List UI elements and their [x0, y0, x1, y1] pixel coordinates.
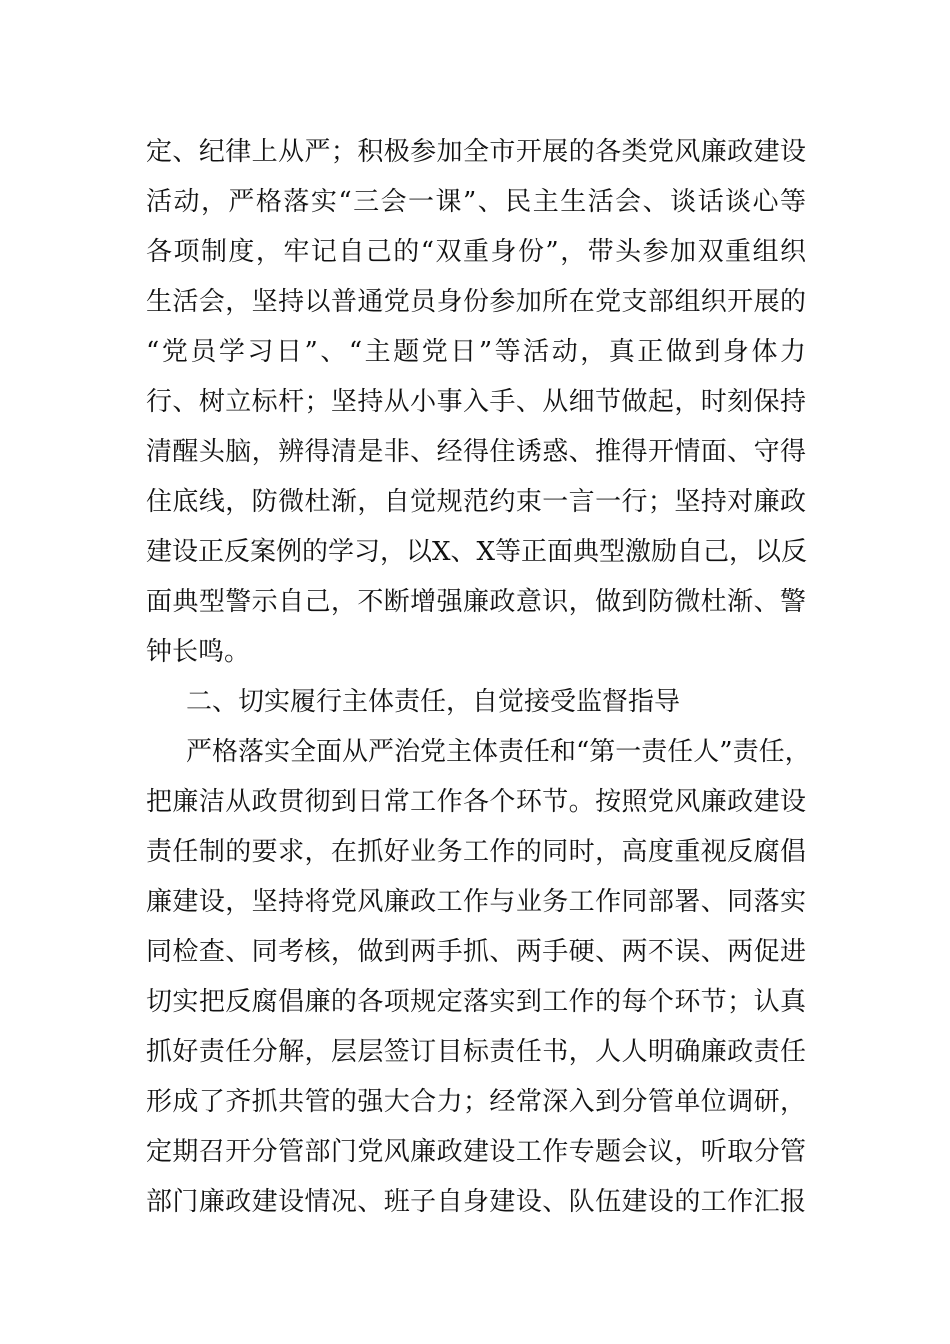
text-line: 钟长鸣。	[146, 637, 251, 667]
text-line: 把廉洁从政贯彻到日常工作各个环节。按照党风廉政建设	[146, 787, 806, 817]
text-line: 形成了齐抓共管的强大合力；经常深入到分管单位调研，	[146, 1087, 806, 1117]
text-line: 定期召开分管部门党风廉政建设工作专题会议，听取分管	[146, 1137, 806, 1167]
text-line: “党员学习日”、“主题党日”等活动，真正做到身体力	[146, 337, 806, 367]
text-line: 面典型警示自己，不断增强廉政意识，做到防微杜渐、警	[146, 587, 806, 617]
text-line: 同检查、同考核，做到两手抓、两手硬、两不误、两促进	[146, 937, 806, 967]
text-line: 部门廉政建设情况、班子自身建设、队伍建设的工作汇报	[146, 1187, 806, 1217]
text-line: 定、纪律上从严；积极参加全市开展的各类党风廉政建设	[146, 137, 806, 167]
text-line: 各项制度，牢记自己的“双重身份”，带头参加双重组织	[146, 237, 806, 267]
text-line: 责任制的要求，在抓好业务工作的同时，高度重视反腐倡	[146, 837, 806, 867]
text-line: 住底线，防微杜渐，自觉规范约束一言一行；坚持对廉政	[146, 487, 806, 517]
text-line: 生活会，坚持以普通党员身份参加所在党支部组织开展的	[146, 287, 806, 317]
text-line: 严格落实全面从严治党主体责任和“第一责任人”责任，	[186, 737, 811, 767]
text-line: 建设正反案例的学习，以X、X等正面典型激励自己，以反	[146, 537, 808, 567]
text-line: 抓好责任分解，层层签订目标责任书，人人明确廉政责任	[146, 1037, 806, 1067]
text-line: 切实把反腐倡廉的各项规定落实到工作的每个环节；认真	[146, 987, 806, 1017]
text-line: 活动，严格落实“三会一课”、民主生活会、谈话谈心等	[146, 187, 806, 217]
text-line: 清醒头脑，辨得清是非、经得住诱惑、推得开情面、守得	[146, 437, 806, 467]
text-line: 廉建设，坚持将党风廉政工作与业务工作同部署、同落实	[146, 887, 806, 917]
text-line: 行、树立标杆；坚持从小事入手、从细节做起，时刻保持	[146, 387, 806, 417]
section-heading: 二、切实履行主体责任，自觉接受监督指导	[186, 687, 681, 717]
